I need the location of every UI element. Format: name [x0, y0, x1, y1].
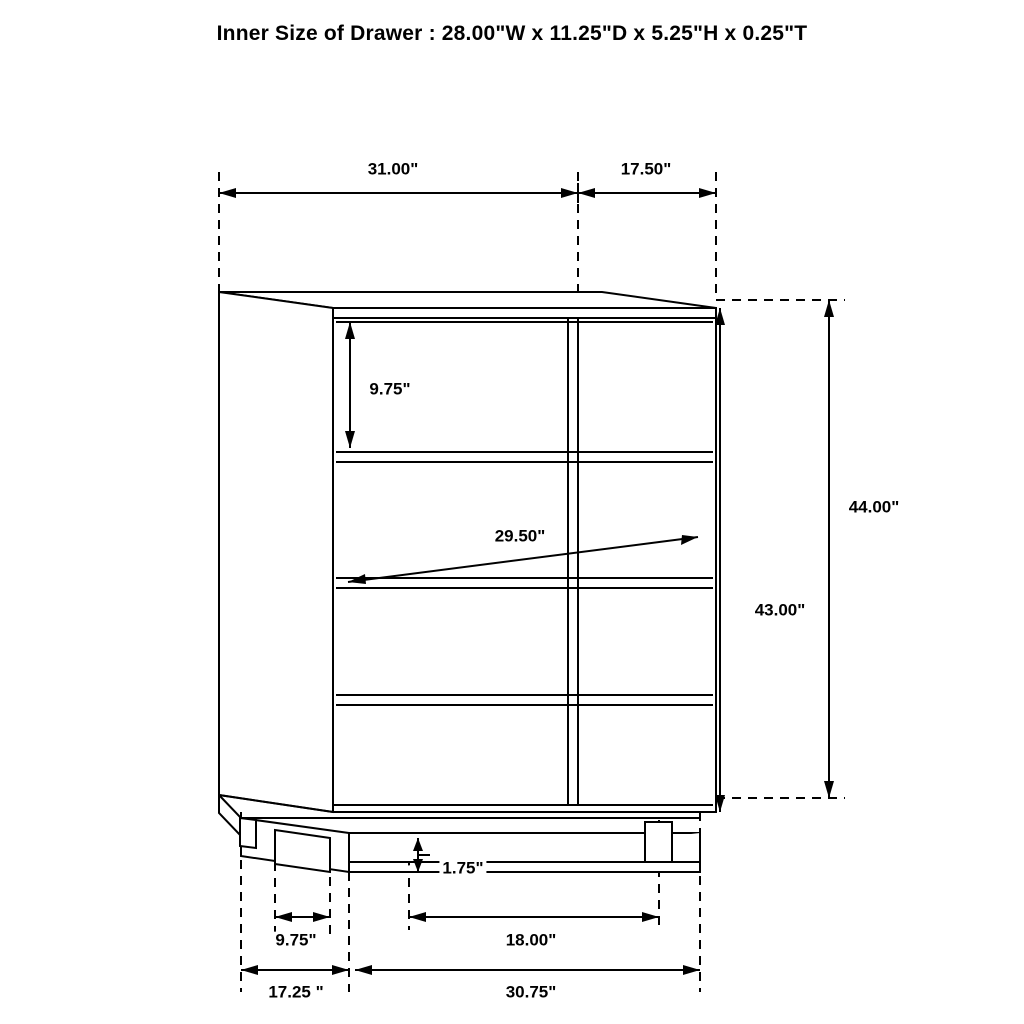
dim-label-drawer-width: 29.50" [492, 528, 549, 547]
dim-label-overall-height: 44.00" [846, 499, 903, 518]
dim-label-top-depth: 17.50" [618, 161, 675, 180]
dim-label-foot-span: 18.00" [503, 932, 560, 951]
dim-base-width [355, 965, 700, 975]
dim-foot-span [409, 912, 659, 922]
dim-label-case-height: 43.00" [752, 602, 809, 621]
dim-base-depth [241, 965, 349, 975]
dim-top [219, 183, 716, 203]
dim-foot-offset [275, 912, 330, 922]
chest-body [219, 292, 716, 812]
dim-label-base-width: 30.75" [503, 984, 560, 1003]
dim-label-drawer-height: 9.75" [366, 381, 413, 400]
dim-label-foot-offset: 9.75" [272, 932, 319, 951]
dim-label-base-depth: 17.25 " [265, 984, 326, 1003]
dim-label-top-width: 31.00" [365, 161, 422, 180]
dim-label-plinth-height: 1.75" [439, 860, 486, 879]
dim-overall-height [824, 300, 834, 798]
page-title: Inner Size of Drawer : 28.00"W x 11.25"D x 5.25"H x 0.25"T [216, 22, 808, 45]
